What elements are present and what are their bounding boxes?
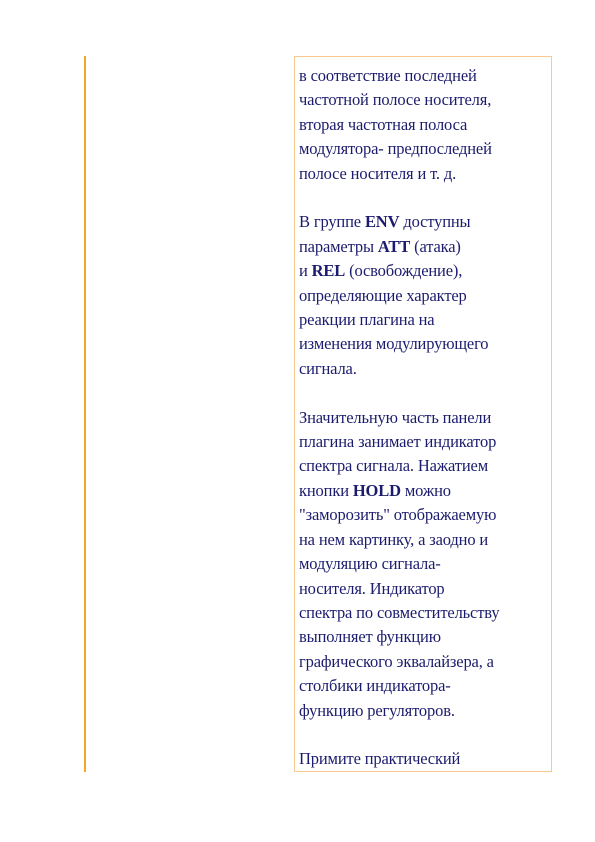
text-line: модулятора- предпоследней xyxy=(299,139,492,159)
paragraph-4 xyxy=(299,747,551,771)
term-env: ENV xyxy=(364,212,400,232)
text-line: полосе носителя и т. д. xyxy=(299,163,457,183)
text-line: В группе ENV доступны xyxy=(299,212,471,232)
term-att: ATT xyxy=(377,236,411,256)
text-line: плагина занимает индикатор xyxy=(299,432,497,452)
text-line: реакции плагина на xyxy=(299,310,435,330)
term-rel: REL xyxy=(311,261,346,281)
text-line: и REL (освобождение), xyxy=(299,261,463,281)
text-line: кнопки HOLD можно xyxy=(299,480,451,500)
text-line: сигнала. xyxy=(299,358,357,378)
text-line: частотной полосе носителя, xyxy=(299,90,492,110)
text-line: параметры ATT (атака) xyxy=(299,236,461,256)
text-line: вторая частотная полоса xyxy=(299,114,468,134)
term-hold: HOLD xyxy=(352,480,401,500)
text-line: спектра по совместительству xyxy=(299,602,500,622)
text-line: столбики индикатора- xyxy=(299,676,451,696)
text-line: на нем картинку, а заодно и xyxy=(299,529,489,549)
left-margin-rule xyxy=(84,56,86,772)
text-frame xyxy=(294,56,552,772)
text-line: Значительную часть панели xyxy=(299,407,492,427)
text-line: "заморозить" отображаемую xyxy=(299,505,497,525)
text-line: носителя. Индикатор xyxy=(299,578,445,598)
text-line: Примите практический xyxy=(299,749,461,769)
paragraph-3 xyxy=(299,406,551,723)
text-line: выполняет функцию xyxy=(299,627,441,647)
text-line: спектра сигнала. Нажатием xyxy=(299,456,489,476)
paragraph-1 xyxy=(299,64,551,186)
text-line: в соответствие последней xyxy=(299,66,477,85)
text-line: модуляцию сигнала- xyxy=(299,554,441,574)
text-line: функцию регуляторов. xyxy=(299,700,455,720)
text-column xyxy=(299,64,551,796)
paragraph-2 xyxy=(299,210,551,381)
text-line: определяющие характер xyxy=(299,285,467,305)
text-line: изменения модулирующего xyxy=(299,334,489,354)
text-line: графического эквалайзера, а xyxy=(299,651,494,671)
